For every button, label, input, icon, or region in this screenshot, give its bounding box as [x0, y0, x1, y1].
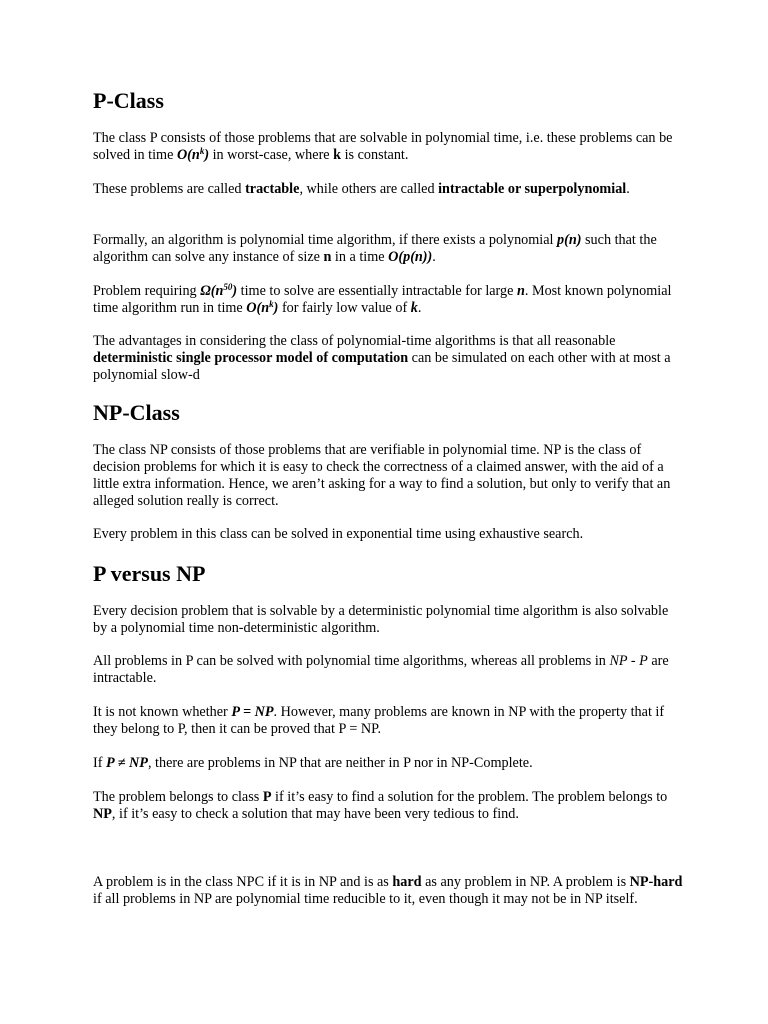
p-class-paragraph-2: These problems are called tractable, while others are called intractable or superpolynomial. — [93, 181, 630, 197]
p-vs-np-paragraph-5: The problem belongs to class P if it’s easy to find a solution for the problem. The problem belongs to NP, if it’s easy to check a solution that may have been very tedious to find. — [93, 789, 668, 822]
p-class-paragraph-5: The advantages in considering the class of polynomial-time algorithms is that all reasonable deterministic single processor model of computation can be simulated on each other with at most a polynomial slow-d — [93, 333, 671, 383]
np-class-paragraph-2: Every problem in this class can be solved in exponential time using exhaustive search. — [93, 526, 584, 542]
np-class-paragraph-1: The class NP consists of those problems that are verifiable in polynomial time. NP is the class of decision problems for which it is easy to check the correctness of a claimed answer, with the aid of a little extra information. Hence, we aren’t asking for a way to find a solution, but only to verify that an alleged solution really is correct. — [93, 442, 671, 509]
p-class-paragraph-1: The class P consists of those problems that are solvable in polynomial time, i.e. these problems can be solved in time $O(n^k)$ in worst-case, where k is constant. — [93, 130, 673, 163]
p-class-paragraph-4: Problem requiring $\Omega(n^{50})$ time to solve are essentially intractable for large n. Most known polynomial time algorithm run in time $O(n^k)$ for fairly low value of k. — [93, 282, 672, 316]
p-class-paragraph-3: Formally, an algorithm is polynomial time algorithm, if there exists a polynomial p(n) such that the algorithm can solve any instance of size n in a time O(p(n)). — [93, 232, 657, 265]
p-vs-np-paragraph-6: A problem is in the class NPC if it is in NP and is as hard as any problem in NP. A problem is NP-hard if all problems in NP are polynomial time reducible to it, even though it may not be in NP itself. — [93, 874, 683, 907]
heading-p-versus-np: P versus NP — [93, 561, 206, 586]
p-vs-np-paragraph-2: All problems in P can be solved with polynomial time algorithms, whereas all problems in NP - P are intractable. — [93, 653, 669, 686]
heading-p-class: P-Class — [93, 88, 164, 113]
p-vs-np-paragraph-1: Every decision problem that is solvable by a deterministic polynomial time algorithm is also solvable by a polynomial time non-deterministic algorithm. — [93, 603, 669, 636]
p-vs-np-paragraph-3: It is not known whether P = NP. However, many problems are known in NP with the property that if they belong to P, then it can be proved that P = NP. — [93, 704, 665, 737]
p-vs-np-paragraph-4: If P ≠ NP, there are problems in NP that are neither in P nor in NP-Complete. — [93, 755, 533, 771]
heading-np-class: NP-Class — [93, 400, 180, 425]
